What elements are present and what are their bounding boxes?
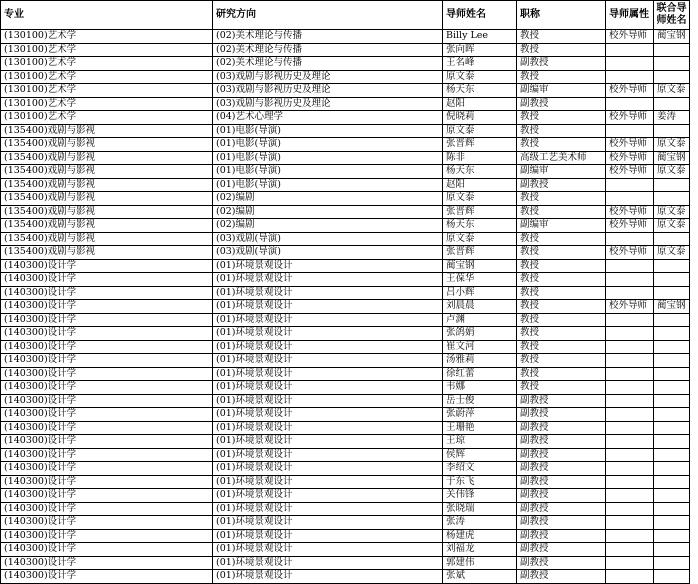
- cell-joint-advisor: [654, 543, 690, 557]
- cell-joint-advisor: [654, 381, 690, 395]
- cell-advisor-name: 崔文河: [443, 340, 517, 354]
- cell-advisor-type: [606, 448, 654, 462]
- cell-joint-advisor: 蔺宝钢: [654, 151, 690, 165]
- cell-major: (130100)艺术学: [1, 30, 213, 44]
- cell-joint-advisor: [654, 97, 690, 111]
- table-row: [1, 502, 690, 516]
- cell-title: 副教授: [517, 489, 606, 503]
- cell-title: 副编审: [517, 219, 606, 233]
- cell-advisor-type: 校外导师: [606, 30, 654, 44]
- cell-major: (140300)设计学: [1, 529, 213, 543]
- cell-advisor-type: 校外导师: [606, 300, 654, 314]
- cell-advisor-name: 赵阳: [443, 97, 517, 111]
- cell-advisor-type: 校外导师: [606, 138, 654, 152]
- cell-title: 教授: [517, 232, 606, 246]
- cell-advisor-name: 刘福龙: [443, 543, 517, 557]
- table-row: [1, 475, 690, 489]
- cell-advisor-name: 于东飞: [443, 475, 517, 489]
- cell-advisor-type: [606, 57, 654, 71]
- cell-research-direction: (01)环境景观设计: [213, 408, 443, 422]
- table-row: [1, 84, 690, 98]
- header-major: 专业: [1, 1, 213, 30]
- cell-research-direction: (01)环境景观设计: [213, 529, 443, 543]
- cell-research-direction: (01)电影(导演): [213, 178, 443, 192]
- cell-research-direction: (01)环境景观设计: [213, 394, 443, 408]
- cell-title: 副教授: [517, 394, 606, 408]
- cell-joint-advisor: [654, 502, 690, 516]
- cell-research-direction: (01)环境景观设计: [213, 273, 443, 287]
- cell-advisor-type: 校外导师: [606, 219, 654, 233]
- cell-research-direction: (01)电影(导演): [213, 138, 443, 152]
- cell-major: (140300)设计学: [1, 354, 213, 368]
- cell-advisor-name: 韦娜: [443, 381, 517, 395]
- cell-advisor-name: 徐红蕾: [443, 367, 517, 381]
- cell-advisor-type: [606, 543, 654, 557]
- cell-joint-advisor: 原文泰: [654, 205, 690, 219]
- cell-advisor-type: 校外导师: [606, 111, 654, 125]
- cell-research-direction: (01)环境景观设计: [213, 502, 443, 516]
- cell-research-direction: (02)美术理论与传播: [213, 43, 443, 57]
- cell-joint-advisor: [654, 421, 690, 435]
- cell-advisor-type: [606, 43, 654, 57]
- cell-joint-advisor: [654, 394, 690, 408]
- table-row: [1, 448, 690, 462]
- cell-advisor-name: 陈非: [443, 151, 517, 165]
- cell-advisor-name: 吕小辉: [443, 286, 517, 300]
- cell-joint-advisor: 蔺宝钢: [654, 300, 690, 314]
- cell-title: 教授: [517, 124, 606, 138]
- cell-advisor-name: 原文泰: [443, 70, 517, 84]
- cell-research-direction: (01)环境景观设计: [213, 340, 443, 354]
- cell-research-direction: (03)戏剧(导演): [213, 232, 443, 246]
- cell-major: (140300)设计学: [1, 421, 213, 435]
- table-row: [1, 570, 690, 584]
- cell-advisor-type: [606, 192, 654, 206]
- cell-advisor-type: 校外导师: [606, 165, 654, 179]
- cell-research-direction: (03)戏剧(导演): [213, 246, 443, 260]
- table-row: [1, 232, 690, 246]
- cell-advisor-type: [606, 475, 654, 489]
- table-row: [1, 178, 690, 192]
- cell-advisor-name: 杨建虎: [443, 529, 517, 543]
- cell-title: 教授: [517, 43, 606, 57]
- cell-advisor-name: 杨天东: [443, 219, 517, 233]
- cell-title: 教授: [517, 367, 606, 381]
- cell-major: (135400)戏剧与影视: [1, 138, 213, 152]
- cell-advisor-type: [606, 435, 654, 449]
- cell-major: (130100)艺术学: [1, 43, 213, 57]
- cell-advisor-type: [606, 124, 654, 138]
- cell-joint-advisor: 蔺宝钢: [654, 30, 690, 44]
- cell-major: (135400)戏剧与影视: [1, 205, 213, 219]
- cell-research-direction: (02)编剧: [213, 192, 443, 206]
- cell-advisor-name: 张晓瑞: [443, 502, 517, 516]
- cell-major: (135400)戏剧与影视: [1, 232, 213, 246]
- cell-advisor-name: 赵阳: [443, 178, 517, 192]
- cell-joint-advisor: [654, 462, 690, 476]
- cell-advisor-name: 张晋辉: [443, 246, 517, 260]
- cell-advisor-name: 张涛: [443, 516, 517, 530]
- cell-joint-advisor: [654, 259, 690, 273]
- cell-research-direction: (01)环境景观设计: [213, 448, 443, 462]
- cell-research-direction: (01)环境景观设计: [213, 300, 443, 314]
- cell-research-direction: (03)戏剧与影视历史及理论: [213, 84, 443, 98]
- cell-advisor-name: 张蔚萍: [443, 408, 517, 422]
- cell-advisor-type: [606, 354, 654, 368]
- cell-major: (140300)设计学: [1, 394, 213, 408]
- cell-advisor-type: [606, 340, 654, 354]
- cell-title: 教授: [517, 381, 606, 395]
- cell-research-direction: (01)电影(导演): [213, 124, 443, 138]
- cell-research-direction: (01)环境景观设计: [213, 489, 443, 503]
- cell-advisor-name: 张向晖: [443, 43, 517, 57]
- cell-advisor-name: Billy Lee: [443, 30, 517, 44]
- cell-research-direction: (01)环境景观设计: [213, 367, 443, 381]
- cell-title: 副教授: [517, 475, 606, 489]
- cell-title: 副教授: [517, 97, 606, 111]
- table-row: [1, 124, 690, 138]
- cell-research-direction: (04)艺术心理学: [213, 111, 443, 125]
- cell-major: (140300)设计学: [1, 570, 213, 584]
- cell-advisor-type: 校外导师: [606, 205, 654, 219]
- cell-joint-advisor: [654, 367, 690, 381]
- cell-research-direction: (01)环境景观设计: [213, 421, 443, 435]
- cell-research-direction: (01)环境景观设计: [213, 381, 443, 395]
- cell-joint-advisor: [654, 327, 690, 341]
- header-title: 职称: [517, 1, 606, 30]
- table-row: [1, 408, 690, 422]
- table-row: [1, 97, 690, 111]
- cell-major: (140300)设计学: [1, 435, 213, 449]
- table-row: [1, 543, 690, 557]
- cell-major: (140300)设计学: [1, 340, 213, 354]
- cell-research-direction: (03)戏剧与影视历史及理论: [213, 70, 443, 84]
- header-research-direction: 研究方向: [213, 1, 443, 30]
- cell-advisor-type: 校外导师: [606, 84, 654, 98]
- cell-advisor-type: 校外导师: [606, 151, 654, 165]
- cell-major: (135400)戏剧与影视: [1, 124, 213, 138]
- cell-major: (135400)戏剧与影视: [1, 246, 213, 260]
- table-row: [1, 354, 690, 368]
- table-row: [1, 327, 690, 341]
- table-row: [1, 273, 690, 287]
- cell-major: (140300)设计学: [1, 475, 213, 489]
- cell-research-direction: (01)环境景观设计: [213, 435, 443, 449]
- cell-advisor-type: [606, 273, 654, 287]
- cell-advisor-type: [606, 70, 654, 84]
- cell-advisor-name: 杨天东: [443, 84, 517, 98]
- cell-advisor-type: [606, 421, 654, 435]
- cell-title: 副教授: [517, 178, 606, 192]
- table-row: [1, 340, 690, 354]
- cell-research-direction: (01)环境景观设计: [213, 462, 443, 476]
- cell-title: 教授: [517, 340, 606, 354]
- cell-joint-advisor: 原文泰: [654, 138, 690, 152]
- cell-advisor-type: [606, 570, 654, 584]
- cell-title: 副教授: [517, 462, 606, 476]
- cell-major: (135400)戏剧与影视: [1, 151, 213, 165]
- cell-advisor-name: 王琼: [443, 435, 517, 449]
- cell-joint-advisor: [654, 43, 690, 57]
- cell-title: 副教授: [517, 543, 606, 557]
- cell-joint-advisor: [654, 340, 690, 354]
- cell-title: 副编审: [517, 165, 606, 179]
- table-row: [1, 421, 690, 435]
- cell-joint-advisor: [654, 529, 690, 543]
- cell-research-direction: (01)环境景观设计: [213, 259, 443, 273]
- cell-joint-advisor: [654, 354, 690, 368]
- table-row: [1, 151, 690, 165]
- cell-major: (140300)设计学: [1, 516, 213, 530]
- cell-advisor-type: [606, 178, 654, 192]
- cell-advisor-type: [606, 556, 654, 570]
- cell-advisor-type: 校外导师: [606, 246, 654, 260]
- cell-major: (140300)设计学: [1, 543, 213, 557]
- table-row: [1, 381, 690, 395]
- cell-title: 教授: [517, 327, 606, 341]
- cell-research-direction: (01)环境景观设计: [213, 570, 443, 584]
- cell-title: 教授: [517, 111, 606, 125]
- table-row: [1, 286, 690, 300]
- cell-title: 副教授: [517, 570, 606, 584]
- cell-joint-advisor: 原文泰: [654, 246, 690, 260]
- cell-advisor-name: 汤雅莉: [443, 354, 517, 368]
- cell-advisor-name: 杨天东: [443, 165, 517, 179]
- cell-research-direction: (01)环境景观设计: [213, 556, 443, 570]
- cell-advisor-name: 张晋辉: [443, 205, 517, 219]
- cell-research-direction: (02)美术理论与传播: [213, 57, 443, 71]
- cell-title: 教授: [517, 313, 606, 327]
- cell-research-direction: (03)戏剧与影视历史及理论: [213, 97, 443, 111]
- cell-joint-advisor: [654, 232, 690, 246]
- cell-major: (140300)设计学: [1, 462, 213, 476]
- cell-major: (140300)设计学: [1, 286, 213, 300]
- cell-research-direction: (01)环境景观设计: [213, 327, 443, 341]
- cell-title: 副编审: [517, 84, 606, 98]
- header-row: [1, 1, 690, 30]
- cell-major: (140300)设计学: [1, 367, 213, 381]
- cell-research-direction: (01)环境景观设计: [213, 543, 443, 557]
- cell-title: 副教授: [517, 502, 606, 516]
- table-row: [1, 556, 690, 570]
- cell-advisor-type: [606, 516, 654, 530]
- cell-major: (140300)设计学: [1, 313, 213, 327]
- cell-title: 副教授: [517, 435, 606, 449]
- table-row: [1, 43, 690, 57]
- cell-title: 教授: [517, 138, 606, 152]
- table-row: [1, 219, 690, 233]
- cell-joint-advisor: [654, 489, 690, 503]
- cell-title: 教授: [517, 259, 606, 273]
- cell-title: 副教授: [517, 516, 606, 530]
- header-advisor-name: 导师姓名: [443, 1, 517, 30]
- cell-title: 教授: [517, 354, 606, 368]
- cell-advisor-name: 张斌: [443, 570, 517, 584]
- cell-title: 副教授: [517, 448, 606, 462]
- cell-joint-advisor: [654, 475, 690, 489]
- cell-major: (140300)设计学: [1, 408, 213, 422]
- cell-advisor-type: [606, 408, 654, 422]
- cell-joint-advisor: [654, 192, 690, 206]
- cell-advisor-name: 李绍文: [443, 462, 517, 476]
- cell-major: (130100)艺术学: [1, 111, 213, 125]
- table-row: [1, 57, 690, 71]
- cell-joint-advisor: [654, 570, 690, 584]
- cell-major: (140300)设计学: [1, 489, 213, 503]
- header-advisor-type: 导师属性: [606, 1, 654, 30]
- cell-advisor-type: [606, 529, 654, 543]
- cell-title: 教授: [517, 192, 606, 206]
- table-row: [1, 462, 690, 476]
- cell-title: 副教授: [517, 529, 606, 543]
- table-row: [1, 394, 690, 408]
- cell-advisor-name: 郭建伟: [443, 556, 517, 570]
- cell-title: 副教授: [517, 57, 606, 71]
- cell-joint-advisor: 原文泰: [654, 219, 690, 233]
- cell-major: (130100)艺术学: [1, 97, 213, 111]
- cell-joint-advisor: 原文泰: [654, 165, 690, 179]
- table-row: [1, 246, 690, 260]
- table-row: [1, 300, 690, 314]
- table-row: [1, 70, 690, 84]
- cell-advisor-type: [606, 232, 654, 246]
- cell-title: 教授: [517, 273, 606, 287]
- cell-major: (140300)设计学: [1, 448, 213, 462]
- cell-research-direction: (02)编剧: [213, 219, 443, 233]
- cell-advisor-name: 原文泰: [443, 232, 517, 246]
- cell-major: (135400)戏剧与影视: [1, 178, 213, 192]
- cell-advisor-name: 蔺宝钢: [443, 259, 517, 273]
- cell-major: (135400)戏剧与影视: [1, 192, 213, 206]
- cell-title: 副教授: [517, 408, 606, 422]
- cell-advisor-name: 王名峰: [443, 57, 517, 71]
- cell-advisor-type: [606, 367, 654, 381]
- cell-title: 教授: [517, 30, 606, 44]
- cell-title: 教授: [517, 286, 606, 300]
- cell-research-direction: (01)环境景观设计: [213, 516, 443, 530]
- cell-title: 教授: [517, 246, 606, 260]
- cell-advisor-name: 王珊艳: [443, 421, 517, 435]
- cell-major: (135400)戏剧与影视: [1, 165, 213, 179]
- cell-research-direction: (01)环境景观设计: [213, 354, 443, 368]
- cell-advisor-name: 岳士俊: [443, 394, 517, 408]
- table-row: [1, 138, 690, 152]
- table-row: [1, 313, 690, 327]
- cell-major: (140300)设计学: [1, 300, 213, 314]
- table-row: [1, 529, 690, 543]
- cell-research-direction: (01)环境景观设计: [213, 286, 443, 300]
- cell-advisor-type: [606, 97, 654, 111]
- cell-title: 教授: [517, 205, 606, 219]
- cell-research-direction: (02)美术理论与传播: [213, 30, 443, 44]
- cell-research-direction: (01)电影(导演): [213, 165, 443, 179]
- cell-major: (140300)设计学: [1, 273, 213, 287]
- cell-joint-advisor: 原文泰: [654, 84, 690, 98]
- cell-advisor-name: 侯辉: [443, 448, 517, 462]
- cell-advisor-type: [606, 327, 654, 341]
- cell-advisor-name: 倪晓莉: [443, 111, 517, 125]
- table-row: [1, 30, 690, 44]
- cell-joint-advisor: [654, 178, 690, 192]
- table-row: [1, 259, 690, 273]
- cell-advisor-name: 张鸽娟: [443, 327, 517, 341]
- table-row: [1, 367, 690, 381]
- cell-joint-advisor: [654, 313, 690, 327]
- cell-advisor-name: 刘晨晨: [443, 300, 517, 314]
- cell-advisor-name: 张晋辉: [443, 138, 517, 152]
- cell-joint-advisor: [654, 448, 690, 462]
- table-row: [1, 435, 690, 449]
- table-body: [1, 30, 690, 584]
- cell-title: 教授: [517, 70, 606, 84]
- cell-major: (140300)设计学: [1, 502, 213, 516]
- cell-joint-advisor: [654, 516, 690, 530]
- table-row: [1, 165, 690, 179]
- cell-major: (140300)设计学: [1, 556, 213, 570]
- cell-advisor-type: [606, 489, 654, 503]
- cell-research-direction: (02)编剧: [213, 205, 443, 219]
- cell-major: (130100)艺术学: [1, 57, 213, 71]
- header-joint-advisor: 联合导师姓名: [654, 1, 690, 30]
- cell-joint-advisor: [654, 556, 690, 570]
- cell-advisor-type: [606, 502, 654, 516]
- table-row: [1, 205, 690, 219]
- cell-joint-advisor: [654, 124, 690, 138]
- cell-title: 教授: [517, 300, 606, 314]
- cell-advisor-name: 卢渊: [443, 313, 517, 327]
- cell-major: (130100)艺术学: [1, 84, 213, 98]
- cell-research-direction: (01)电影(导演): [213, 151, 443, 165]
- cell-advisor-type: [606, 286, 654, 300]
- cell-advisor-type: [606, 381, 654, 395]
- cell-joint-advisor: 姜涛: [654, 111, 690, 125]
- table-row: [1, 192, 690, 206]
- cell-advisor-type: [606, 313, 654, 327]
- cell-joint-advisor: [654, 70, 690, 84]
- cell-title: 高级工艺美术师: [517, 151, 606, 165]
- cell-advisor-name: 原文泰: [443, 124, 517, 138]
- cell-joint-advisor: [654, 273, 690, 287]
- cell-research-direction: (01)环境景观设计: [213, 475, 443, 489]
- table-row: [1, 516, 690, 530]
- cell-research-direction: (01)环境景观设计: [213, 313, 443, 327]
- cell-major: (135400)戏剧与影视: [1, 219, 213, 233]
- cell-title: 副教授: [517, 421, 606, 435]
- cell-advisor-type: [606, 259, 654, 273]
- cell-major: (140300)设计学: [1, 327, 213, 341]
- cell-advisor-name: 关伟锋: [443, 489, 517, 503]
- cell-advisor-name: 原文泰: [443, 192, 517, 206]
- cell-advisor-type: [606, 394, 654, 408]
- cell-joint-advisor: [654, 408, 690, 422]
- cell-major: (140300)设计学: [1, 381, 213, 395]
- cell-joint-advisor: [654, 286, 690, 300]
- table-row: [1, 489, 690, 503]
- cell-joint-advisor: [654, 435, 690, 449]
- cell-title: 副教授: [517, 556, 606, 570]
- cell-joint-advisor: [654, 57, 690, 71]
- cell-advisor-type: [606, 462, 654, 476]
- table-row: [1, 111, 690, 125]
- cell-major: (140300)设计学: [1, 259, 213, 273]
- cell-advisor-name: 王葆华: [443, 273, 517, 287]
- cell-major: (130100)艺术学: [1, 70, 213, 84]
